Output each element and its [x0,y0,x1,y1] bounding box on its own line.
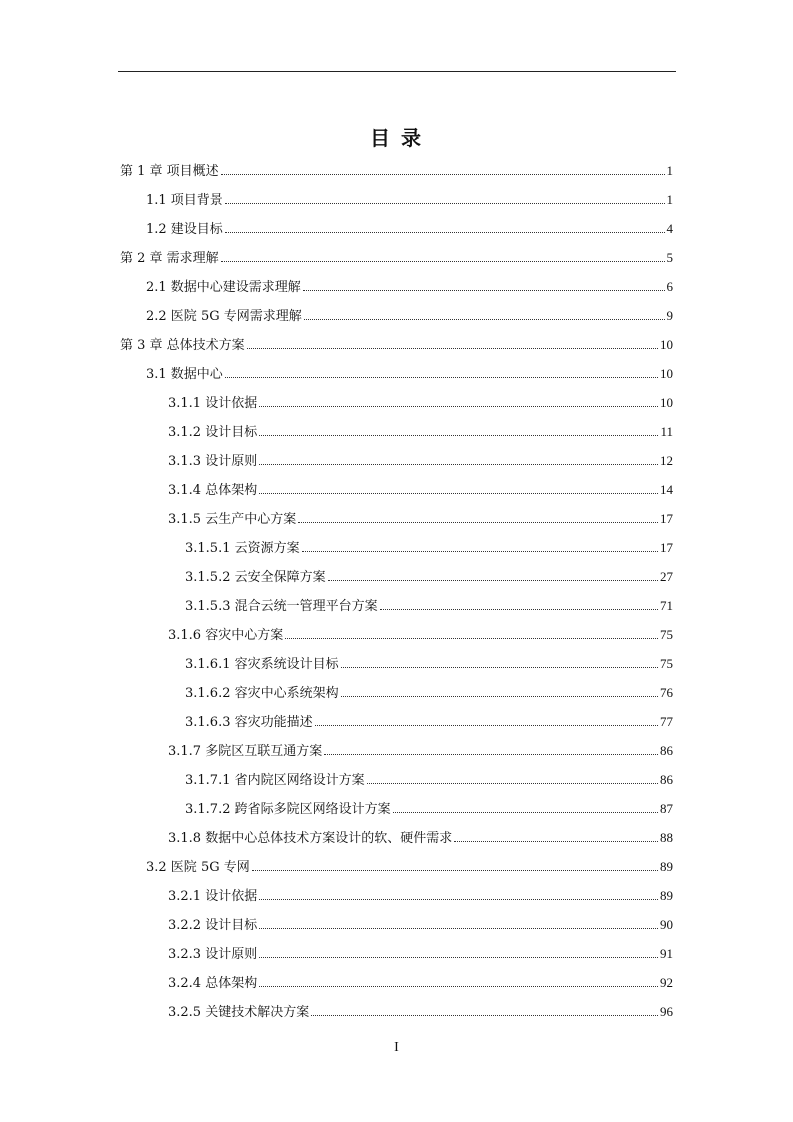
toc-entry[interactable] [185,797,673,817]
toc-entry-label: 2.2 医院 5G 专网需求理解 [146,309,302,324]
toc-entry[interactable] [168,913,673,933]
toc-entry-page: 86 [660,772,673,787]
toc-entry-page: 77 [660,714,673,729]
toc-entry-label: 2.1 数据中心建设需求理解 [146,280,301,295]
toc-entry[interactable] [168,478,673,498]
dot-leader [221,174,665,175]
toc-entry[interactable] [168,826,673,846]
dot-leader [259,493,658,494]
toc-entry[interactable] [120,159,673,179]
dot-leader [259,406,658,407]
toc-entry-label: 3.2 医院 5G 专网 [146,860,250,875]
toc-entry-label: 3.2.4 总体架构 [168,976,258,991]
toc-entry-page: 4 [666,221,673,236]
toc-entry[interactable] [146,217,673,237]
toc-entry-label: 3.2.5 关键技术解决方案 [168,1005,310,1020]
toc-entry-page: 75 [660,656,673,671]
dot-leader [311,1015,658,1016]
toc-entry-label: 3.1.5.1 云资源方案 [185,541,300,556]
toc-entry[interactable] [168,507,673,527]
toc-entry-page: 89 [660,888,673,903]
dot-leader [259,957,658,958]
toc-entry[interactable] [185,565,673,585]
dot-leader [315,725,658,726]
toc-entry[interactable] [168,1000,673,1020]
toc-entry[interactable] [168,942,673,962]
toc-entry[interactable] [120,246,673,266]
toc-entry[interactable] [168,391,673,411]
dot-leader [285,638,658,639]
toc-entry-page: 71 [660,598,673,613]
toc-entry-label: 3.1.6 容灾中心方案 [168,628,284,643]
toc-entry[interactable] [168,739,673,759]
toc-entry-page: 6 [666,279,673,294]
toc-entry[interactable] [168,623,673,643]
toc-entry-page: 86 [660,743,673,758]
dot-leader [247,348,658,349]
toc-entry-label: 3.1.5 云生产中心方案 [168,512,297,527]
toc-entry-label: 3.1.7.2 跨省际多院区网络设计方案 [185,802,391,817]
toc-entry-label: 3.2.3 设计原则 [168,947,258,962]
toc-entry-page: 5 [666,250,673,265]
dot-leader [259,928,658,929]
toc-title: 目 录 [370,126,423,150]
toc-entry-page: 96 [660,1004,673,1019]
dot-leader [341,696,658,697]
dot-leader [304,319,665,320]
toc-entry-page: 88 [660,830,673,845]
toc-entry[interactable] [185,710,673,730]
toc-entry-label: 3.1.4 总体架构 [168,483,258,498]
toc-entry[interactable] [185,768,673,788]
toc-entry-page: 91 [660,946,673,961]
toc-entry[interactable] [146,275,673,295]
toc-entry-label: 3.1.5.2 云安全保障方案 [185,570,326,585]
toc-entry-label: 3.1.8 数据中心总体技术方案设计的软、硬件需求 [168,831,453,846]
dot-leader [225,203,665,204]
dot-leader [225,377,658,378]
toc-entry-label: 第 3 章 总体技术方案 [120,338,245,353]
toc-entry-page: 1 [666,163,673,178]
toc-entry-label: 3.1.6.1 容灾系统设计目标 [185,657,339,672]
toc-entry[interactable] [168,420,673,440]
dot-leader [367,783,658,784]
toc-entry-label: 3.1.7 多院区互联互通方案 [168,744,323,759]
dot-leader [225,232,665,233]
toc-entry-page: 12 [660,453,673,468]
toc-entry[interactable] [146,855,673,875]
toc-entry[interactable] [120,333,673,353]
toc-entry-label: 3.2.2 设计目标 [168,918,258,933]
dot-leader [221,261,665,262]
toc-entry[interactable] [168,884,673,904]
toc-entry[interactable] [185,594,673,614]
toc-entry-label: 3.1.2 设计目标 [168,425,258,440]
toc-entry[interactable] [146,304,673,324]
toc-entry[interactable] [185,681,673,701]
toc-entry-page: 75 [660,627,673,642]
dot-leader [298,522,658,523]
toc-entry-label: 1.1 项目背景 [146,193,223,208]
toc-entry[interactable] [185,652,673,672]
toc-entry-label: 3.1.6.3 容灾功能描述 [185,715,313,730]
dot-leader [259,435,658,436]
toc-entry-page: 87 [660,801,673,816]
toc-entry-page: 1 [666,192,673,207]
dot-leader [380,609,658,610]
toc-entry-label: 3.1.3 设计原则 [168,454,258,469]
dot-leader [259,899,658,900]
toc-entry-label: 3.2.1 设计依据 [168,889,258,904]
toc-entry-page: 10 [660,337,673,352]
toc-entry-label: 3.1 数据中心 [146,367,223,382]
toc-entry-label: 3.1.5.3 混合云统一管理平台方案 [185,599,378,614]
toc-entry-page: 89 [660,859,673,874]
toc-entry-page: 9 [666,308,673,323]
toc-entry-page: 11 [660,424,673,439]
toc-entry-page: 10 [660,395,673,410]
header-rule [118,71,676,72]
dot-leader [454,841,658,842]
page-number-footer: I [394,1040,399,1055]
dot-leader [341,667,658,668]
dot-leader [328,580,658,581]
toc-entry[interactable] [168,449,673,469]
toc-entry-label: 1.2 建设目标 [146,222,223,237]
dot-leader [324,754,658,755]
dot-leader [259,986,658,987]
toc-entry-label: 3.1.6.2 容灾中心系统架构 [185,686,339,701]
dot-leader [302,551,658,552]
toc-entry-page: 17 [660,511,673,526]
toc-entry[interactable] [146,362,673,382]
dot-leader [393,812,658,813]
toc-entry[interactable] [146,188,673,208]
dot-leader [252,870,658,871]
toc-entry-label: 3.1.1 设计依据 [168,396,258,411]
toc-entry-label: 第 1 章 项目概述 [120,164,219,179]
toc-entry-label: 第 2 章 需求理解 [120,251,219,266]
toc-entry-page: 76 [660,685,673,700]
dot-leader [259,464,658,465]
toc-entry-page: 90 [660,917,673,932]
toc-entry[interactable] [168,971,673,991]
toc-entry-page: 92 [660,975,673,990]
toc-entry-page: 10 [660,366,673,381]
toc-entry-label: 3.1.7.1 省内院区网络设计方案 [185,773,365,788]
toc-entry[interactable] [185,536,673,556]
toc-entry-page: 14 [660,482,673,497]
toc-entry-page: 17 [660,540,673,555]
toc-entry-page: 27 [660,569,673,584]
dot-leader [303,290,665,291]
